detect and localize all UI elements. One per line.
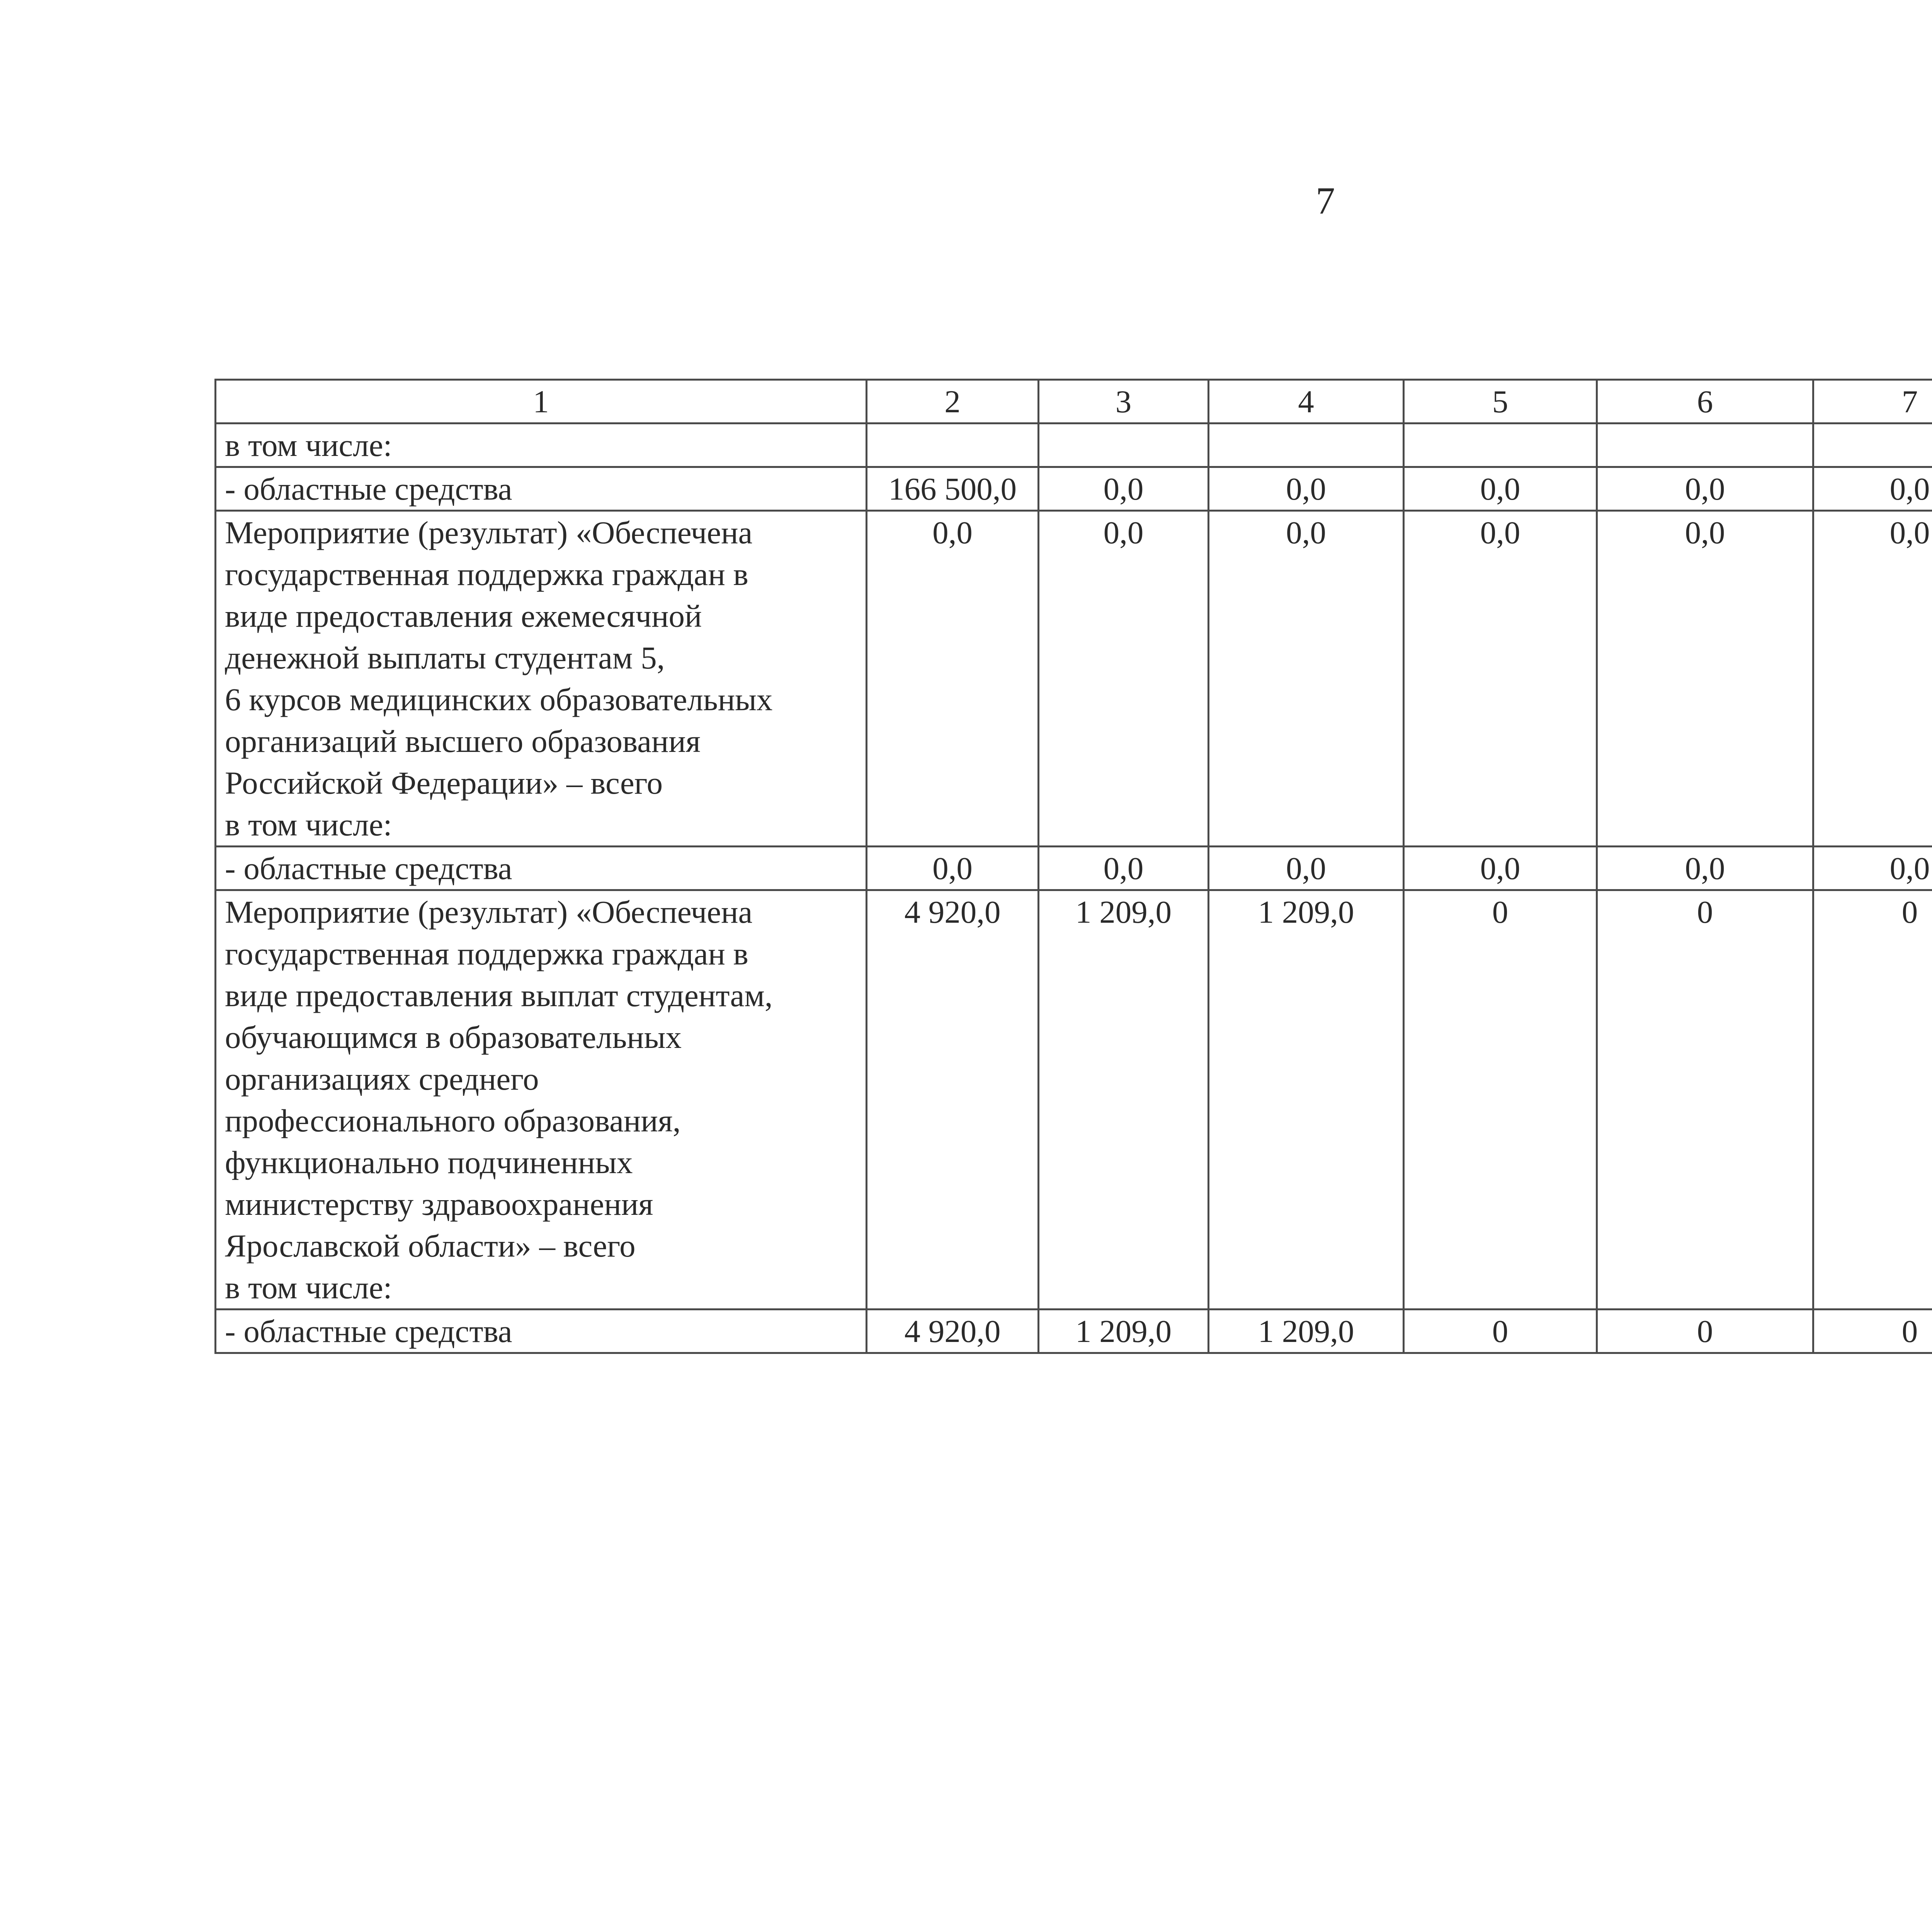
value-cell: [1813, 423, 1932, 467]
value-cell: 0: [1597, 1310, 1813, 1353]
row-label-line: в том числе:: [225, 807, 392, 842]
header-row: [216, 380, 1932, 423]
page-number: 7: [1316, 179, 1335, 222]
value-cell: 0,0: [1039, 847, 1209, 890]
value-cell: [867, 423, 1039, 467]
column-header: 1: [216, 380, 867, 423]
table-row: [216, 847, 1932, 890]
value-cell: 4 920,0: [867, 890, 1039, 1310]
value-cell: 0,0: [1209, 847, 1404, 890]
value-cell: 1 209,0: [1039, 1310, 1209, 1353]
table-row: [216, 890, 1932, 1310]
table-row: [216, 1310, 1932, 1353]
value-cell: 1 209,0: [1039, 890, 1209, 1310]
value-cell: 0,0: [1597, 847, 1813, 890]
value-cell: 0,0: [1039, 511, 1209, 847]
value-cell: 1 209,0: [1209, 1310, 1404, 1353]
value-cell: 0: [1813, 1310, 1932, 1353]
row-label-line: функционально подчиненных: [225, 1145, 633, 1180]
value-cell: [1039, 423, 1209, 467]
row-label-line: профессионального образования,: [225, 1103, 681, 1138]
row-label-line: государственная поддержка граждан в: [225, 936, 748, 971]
value-cell: [1404, 423, 1597, 467]
value-cell: [1209, 423, 1404, 467]
row-label-line: в том числе:: [225, 1270, 392, 1305]
row-label-line: - областные средства: [225, 1313, 512, 1349]
value-cell: 0: [1597, 890, 1813, 1310]
column-header: 4: [1209, 380, 1404, 423]
column-header: 7: [1813, 380, 1932, 423]
row-label-line: - областные средства: [225, 850, 512, 886]
value-cell: 4 920,0: [867, 1310, 1039, 1353]
value-cell: 0,0: [1597, 511, 1813, 847]
row-label-line: в том числе:: [225, 427, 392, 463]
row-label: [216, 890, 867, 1310]
row-label-line: виде предоставления выплат студентам,: [225, 978, 773, 1013]
value-cell: 166 500,0: [867, 467, 1039, 511]
row-label-line: 6 курсов медицинских образовательных: [225, 682, 773, 717]
value-cell: 0: [1404, 1310, 1597, 1353]
row-label-line: Мероприятие (результат) «Обеспечена: [225, 894, 753, 930]
budget-table: [214, 379, 1932, 1354]
value-cell: 0,0: [1209, 467, 1404, 511]
table-row: [216, 467, 1932, 511]
table-row: [216, 511, 1932, 847]
row-label-line: Мероприятие (результат) «Обеспечена: [225, 515, 753, 550]
value-cell: 0: [1813, 890, 1932, 1310]
row-label: [216, 1310, 867, 1353]
value-cell: 0,0: [1813, 847, 1932, 890]
row-label-line: организациях среднего: [225, 1061, 539, 1097]
row-label-line: Ярославской области» – всего: [225, 1228, 636, 1264]
row-label-line: министерству здравоохранения: [225, 1186, 653, 1222]
row-label-line: денежной выплаты студентам 5,: [225, 640, 665, 675]
row-label-line: обучающимся в образовательных: [225, 1019, 682, 1055]
value-cell: 0,0: [1404, 467, 1597, 511]
value-cell: 0,0: [867, 511, 1039, 847]
value-cell: 0,0: [1209, 511, 1404, 847]
column-header: 3: [1039, 380, 1209, 423]
table-body: [216, 380, 1932, 1353]
row-label-line: виде предоставления ежемесячной: [225, 598, 702, 634]
column-header: 2: [867, 380, 1039, 423]
row-label: [216, 423, 867, 467]
column-header: 5: [1404, 380, 1597, 423]
value-cell: 0,0: [1404, 511, 1597, 847]
value-cell: 0,0: [1813, 511, 1932, 847]
value-cell: 0,0: [867, 847, 1039, 890]
row-label: [216, 847, 867, 890]
value-cell: 0: [1404, 890, 1597, 1310]
column-header: 6: [1597, 380, 1813, 423]
row-label-line: Российской Федерации» – всего: [225, 765, 663, 801]
table-row: [216, 423, 1932, 467]
row-label-line: организаций высшего образования: [225, 723, 701, 759]
row-label: [216, 511, 867, 847]
row-label: [216, 467, 867, 511]
row-label-line: государственная поддержка граждан в: [225, 556, 748, 592]
value-cell: 0,0: [1813, 467, 1932, 511]
value-cell: 1 209,0: [1209, 890, 1404, 1310]
value-cell: 0,0: [1597, 467, 1813, 511]
value-cell: [1597, 423, 1813, 467]
value-cell: 0,0: [1404, 847, 1597, 890]
row-label-line: - областные средства: [225, 471, 512, 507]
value-cell: 0,0: [1039, 467, 1209, 511]
